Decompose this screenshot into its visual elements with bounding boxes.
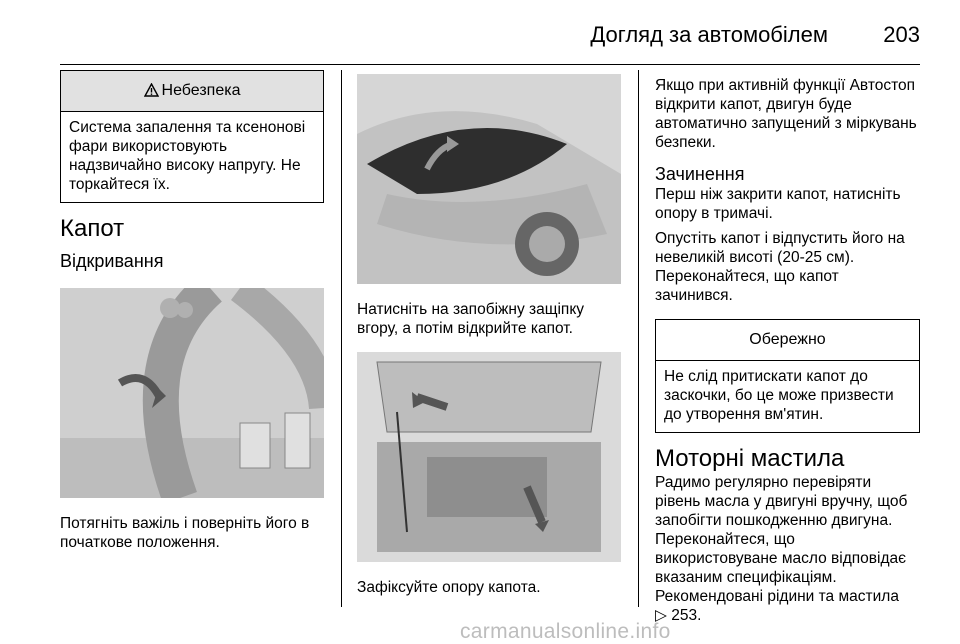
closing-heading: Зачинення (655, 164, 745, 184)
warning-title: Небезпека (161, 82, 241, 99)
autostop-text: Якщо при активній функції Автостоп відкрити капот, двигун буде автоматично запущений з міркувань безпеки. (655, 77, 917, 151)
bonnet-heading: Капот (60, 215, 125, 242)
caution-header: Обережно (656, 320, 919, 361)
bonnet-stay-illustration (357, 352, 621, 562)
column-divider (638, 70, 639, 607)
step3-text: Зафіксуйте опору капота. (357, 579, 541, 596)
step2-text: Натисніть на запобіжну защіпку вгору, а потім відкрийте капот. (357, 301, 585, 337)
lever-illustration (60, 288, 324, 498)
warning-text: Система запалення та ксенонові фари використовують надзвичайно високу напругу. Не торкайтеся їх. (69, 119, 306, 193)
reference-arrow-icon: ▷ (655, 607, 667, 624)
opening-heading: Відкривання (60, 251, 164, 271)
section-title: Догляд за автомобілем (590, 22, 828, 47)
oils-heading: Моторні мастила (655, 445, 845, 472)
column-right (655, 70, 920, 625)
warning-box (60, 70, 324, 203)
page-header (60, 14, 920, 65)
caution-box (655, 319, 920, 433)
caution-text: Не слід притискати капот до заскочки, бо це може призвести до утворення вм'ятин. (664, 368, 894, 423)
watermark: carmanualsonline.info (460, 620, 671, 643)
warning-header (61, 71, 323, 112)
column-divider (341, 70, 342, 607)
page-number: 203 (883, 22, 920, 47)
bonnet-latch-illustration (357, 74, 621, 284)
column-left (60, 70, 324, 552)
closing-text-2: Опустіть капот і відпустить його на невеликій висоті (20-25 см). Переконайтеся, що капот зачинився. (655, 230, 905, 304)
column-middle (357, 70, 621, 597)
warning-triangle-icon (144, 73, 159, 113)
step1-text: Потягніть важіль і поверніть його в початкове положення. (60, 515, 310, 551)
oils-text: Радимо регулярно перевіряти рівень масла у двигуні вручну, щоб запобігти пошкодженню двигуна. Переконайтеся, що використовуване масло відповідає вказаним специфікаціям. Рекомендовані рідини та мастила ▷ 253. (655, 474, 908, 624)
reference-page-link[interactable]: 253. (671, 607, 702, 624)
closing-text-1: Перш ніж закрити капот, натисніть опору в тримачі. (655, 186, 901, 222)
